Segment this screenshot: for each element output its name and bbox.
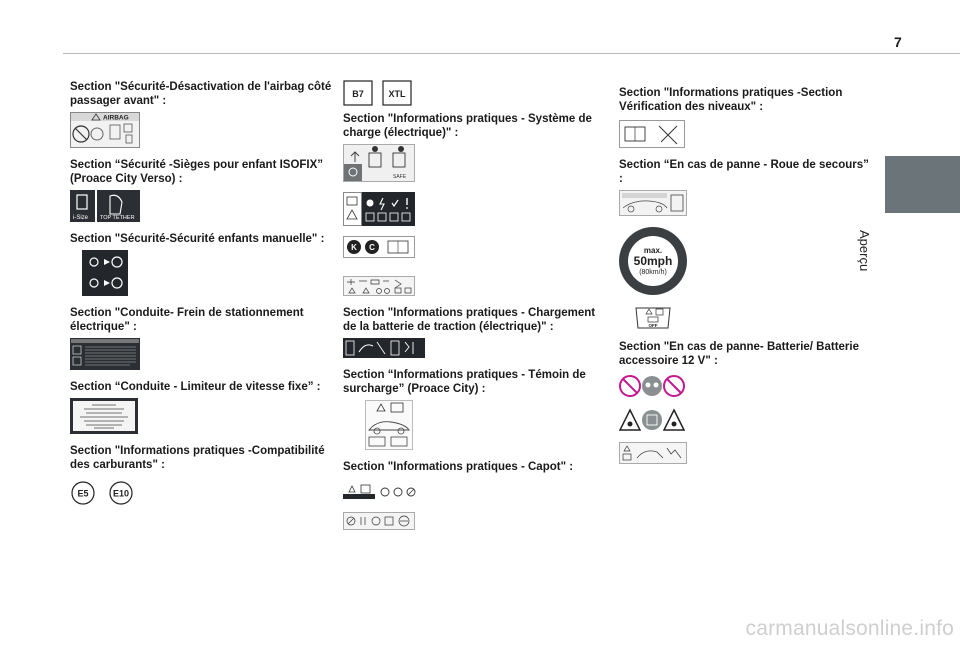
section-spare-wheel-title: Section “En cas de panne - Roue de secours” : xyxy=(619,159,869,185)
svg-text:C: C xyxy=(369,243,375,252)
header-rule xyxy=(63,53,960,54)
section-parking-brake-title: Section "Conduite- Frein de stationnement électrique" : xyxy=(70,307,304,333)
section-airbag-title: Section "Sécurité-Désactivation de l'airbag côté passager avant" : xyxy=(70,81,332,107)
airbag-text: AIRBAG xyxy=(103,114,129,122)
engine-icon xyxy=(381,488,389,496)
charging-system-label-image xyxy=(343,144,608,182)
chapter-label: Aperçu xyxy=(857,230,872,272)
battery-warning-label-1 xyxy=(619,374,869,398)
svg-text:E5: E5 xyxy=(77,488,89,499)
section-child-lock-title: Section "Sécurité-Sécurité enfants manuelle" : xyxy=(70,233,325,245)
svg-text:K: K xyxy=(351,243,357,252)
speed-limit-label-image xyxy=(618,226,869,296)
fuel-code-image xyxy=(343,80,608,106)
charging-icons-strip-image xyxy=(343,276,608,296)
battery-warning-label-2 xyxy=(619,408,869,432)
airbag-label-image xyxy=(70,112,335,148)
hood-label-image-2 xyxy=(343,512,608,530)
step-2-icon xyxy=(367,200,374,207)
overload-label-image xyxy=(365,400,608,450)
column-3 xyxy=(619,80,869,474)
svg-text:TOP TETHER: TOP TETHER xyxy=(100,215,135,221)
section-isofix-title: Section “Sécurité -Sièges pour enfant ISOFIX” (Proace City Verso) : xyxy=(70,159,324,185)
section-hood-title: Section "Informations pratiques - Capot" : xyxy=(343,461,574,473)
isofix-label-image xyxy=(70,190,335,222)
section-traction-battery-title: Section "Informations pratiques - Chargement de la batterie de traction (électrique)" : xyxy=(343,307,596,333)
svg-text:SAFE: SAFE xyxy=(393,174,407,180)
section-battery-title: Section "En cas de panne- Batterie/ Batterie accessoire 12 V" : xyxy=(619,341,859,367)
page-number: 7 xyxy=(894,34,902,50)
svg-text:E10: E10 xyxy=(112,488,130,499)
battery-warning-label-3 xyxy=(619,442,869,464)
spare-wheel-label-image xyxy=(619,190,869,216)
keycard-label-image xyxy=(343,236,608,258)
svg-text:50mph: 50mph xyxy=(633,254,673,268)
manual-icon xyxy=(642,410,662,430)
column-1 xyxy=(70,80,335,516)
explosion-hazard-icon xyxy=(664,410,684,430)
section-speed-limiter-title: Section “Conduite - Limiteur de vitesse fixe” : xyxy=(70,381,321,393)
tpms-off-label-image xyxy=(634,306,869,330)
svg-text:B7: B7 xyxy=(352,89,364,99)
section-charging-system-title: Section "Informations pratiques - Système de charge (électrique)" : xyxy=(343,113,592,139)
section-levels-title: Section "Informations pratiques -Section Vérification des niveaux" : xyxy=(619,87,843,113)
svg-text:(80km/h): (80km/h) xyxy=(639,269,667,276)
charging-warning-label-image xyxy=(343,192,608,226)
manual-icon xyxy=(361,485,370,493)
child-lock-label-image xyxy=(82,250,335,296)
svg-text:OFF: OFF xyxy=(648,323,658,328)
svg-text:max.: max. xyxy=(643,246,663,255)
speed-limiter-label-image xyxy=(70,398,335,434)
chapter-tab xyxy=(885,156,960,213)
eye-protection-icon xyxy=(642,376,662,396)
svg-text:XTL: XTL xyxy=(388,89,406,99)
column-2 xyxy=(343,80,608,540)
acid-hazard-icon xyxy=(620,410,640,430)
warning-icon xyxy=(349,486,355,492)
parking-brake-label-image xyxy=(70,338,335,370)
section-overload-title: Section “Informations pratiques - Témoin de surcharge” (Proace City) : xyxy=(343,369,586,395)
traction-battery-label-image xyxy=(343,338,608,358)
levels-label-image xyxy=(619,120,869,148)
svg-text:i-Size: i-Size xyxy=(73,215,89,221)
hood-label-image-1 xyxy=(343,482,608,502)
charging-cable-icon xyxy=(344,164,362,181)
watermark: carmanualsonline.info xyxy=(745,617,954,640)
section-fuel-title: Section "Informations pratiques -Compatibilité des carburants" : xyxy=(70,445,325,471)
fuel-label-image xyxy=(70,480,335,506)
